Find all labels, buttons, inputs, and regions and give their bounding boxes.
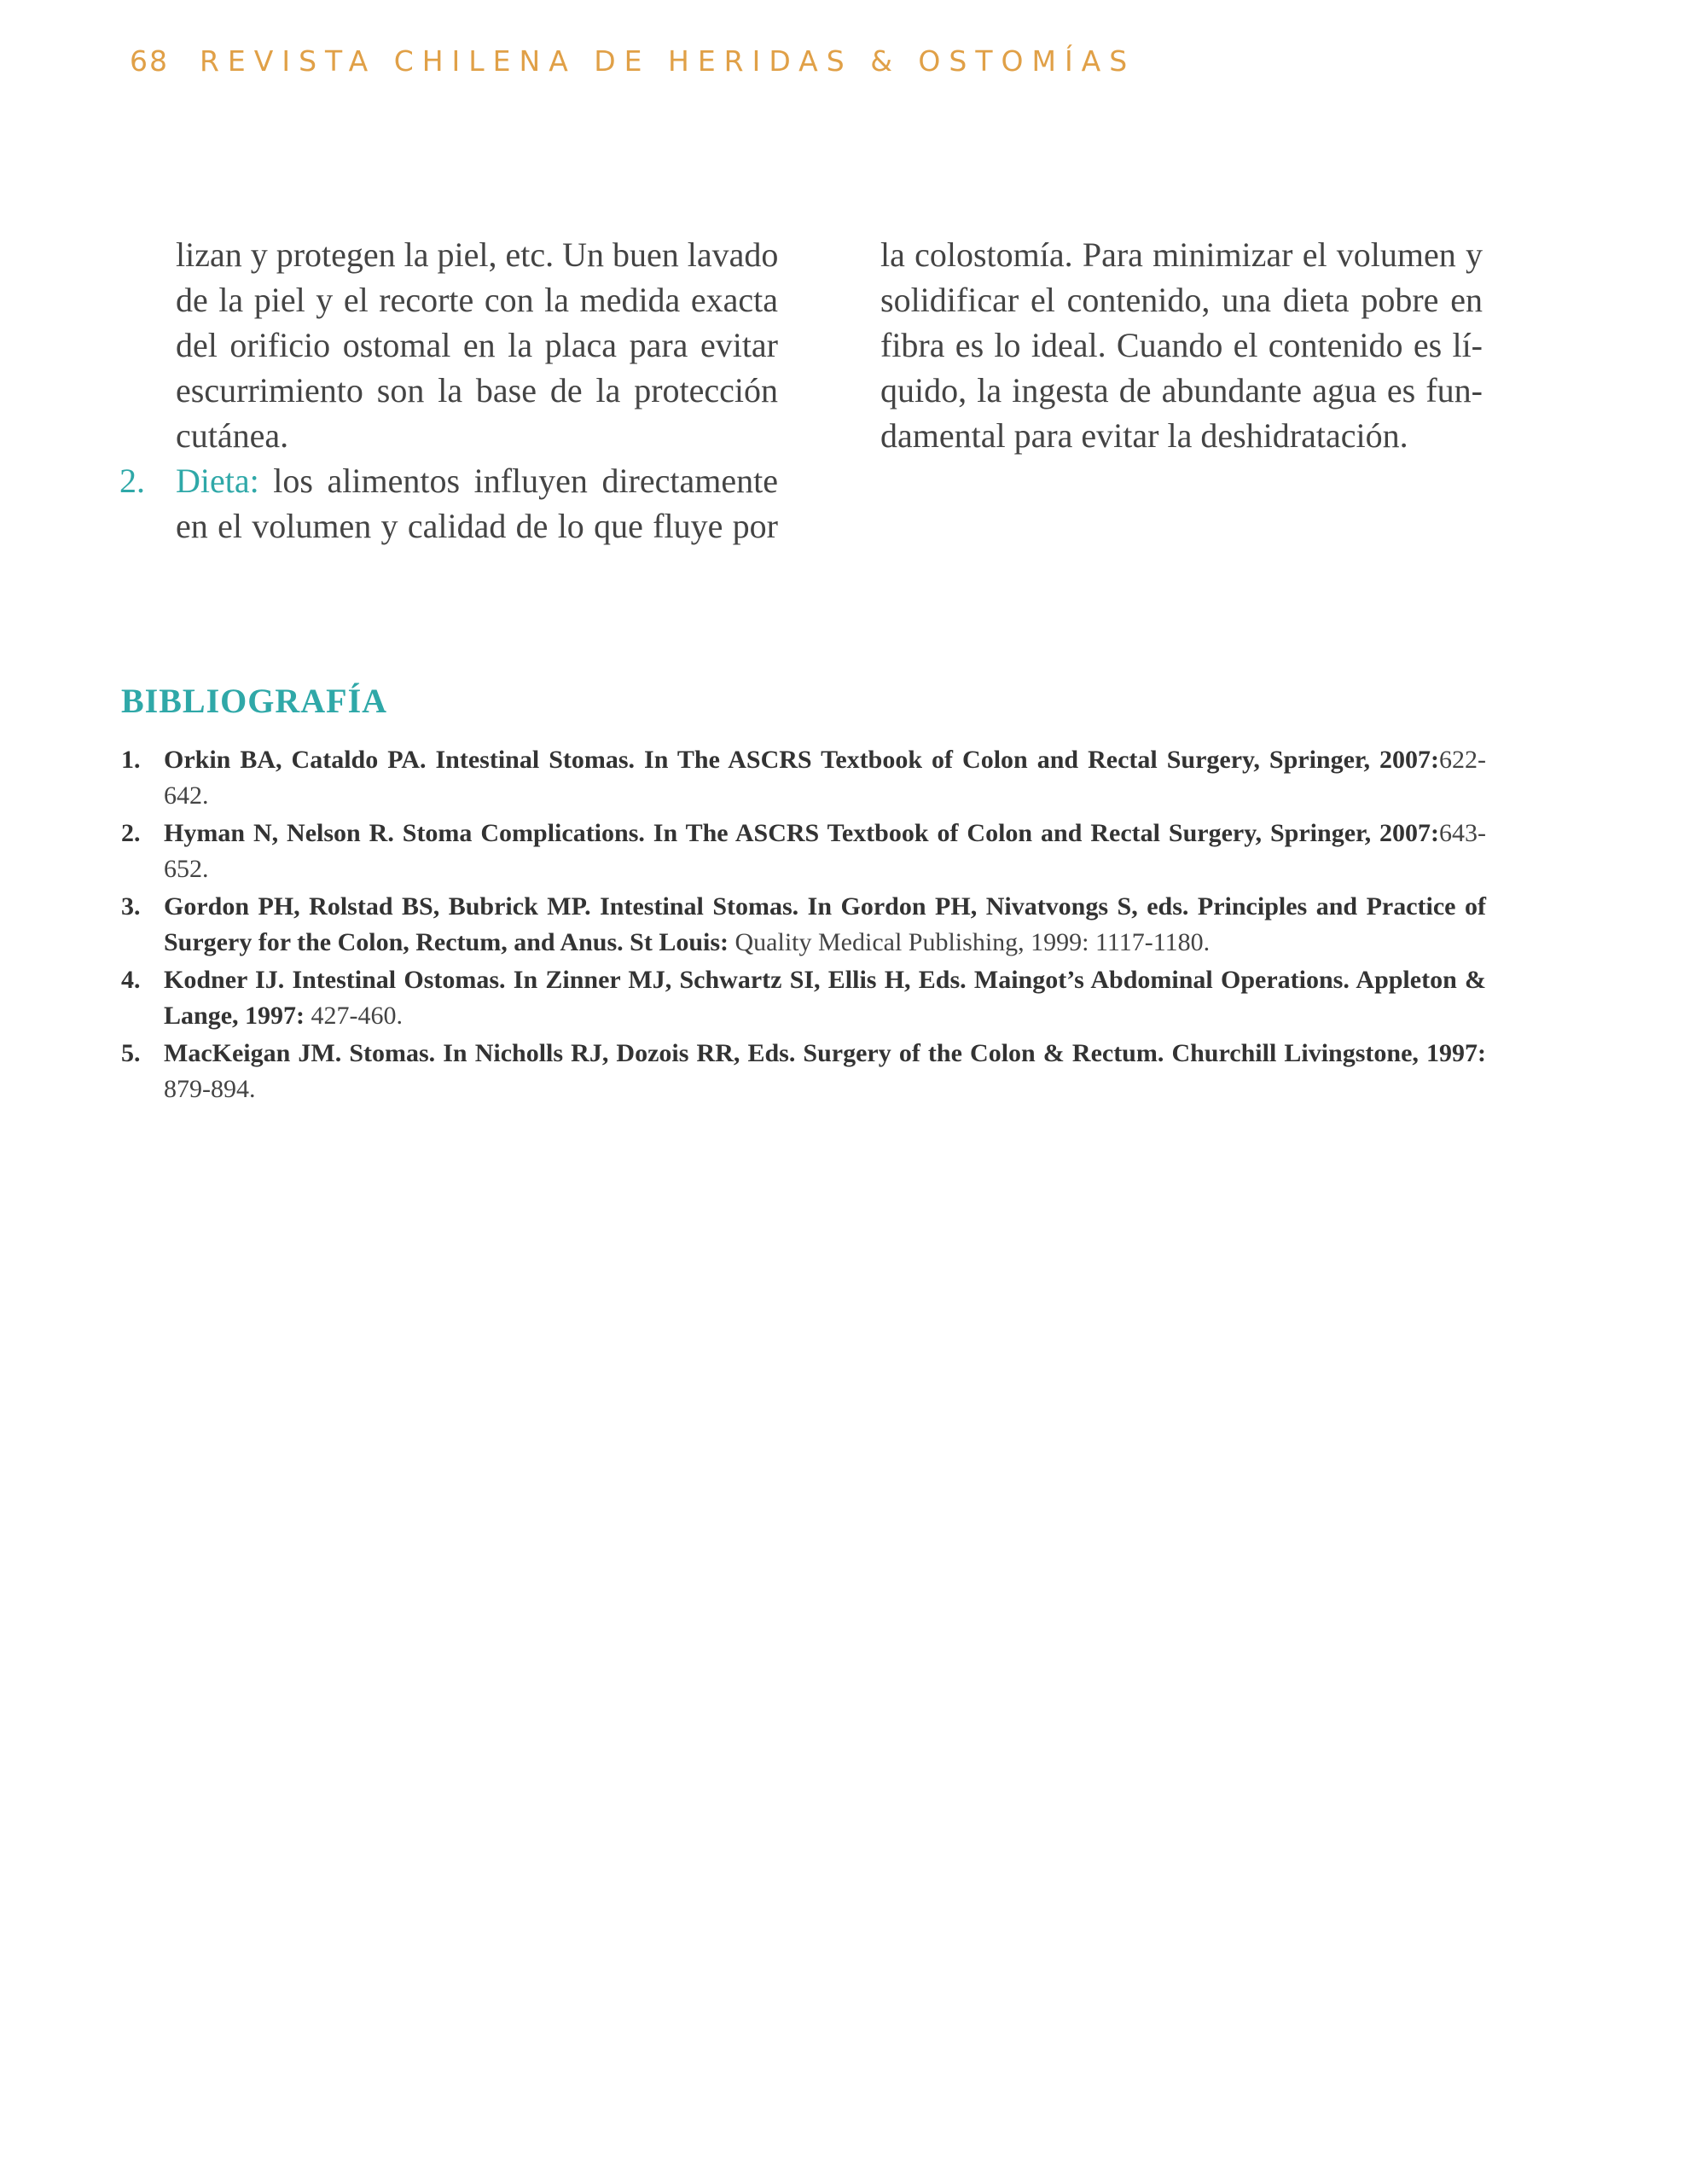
reference-text: 622- xyxy=(1439,746,1486,774)
body-line: fibra es lo ideal. Cuando el contenido es lí- xyxy=(880,326,1483,364)
reference-line xyxy=(164,962,1486,998)
reference-bold-text: Hyman N, Nelson R. Stoma Complications. In The ASCRS Textbook of Colon and Rectal Surgery, Springer, 2007: xyxy=(164,819,1439,847)
reference-line xyxy=(164,742,1486,778)
reference-bold-text: Kodner IJ. Intestinal Ostomas. In Zinner MJ, Schwartz SI, Ellis H, Eds. Maingot’s Abdominal Operations. Appleton & xyxy=(164,966,1486,994)
reference-text: 879-894. xyxy=(164,1075,256,1103)
right-column xyxy=(880,232,1483,458)
reference-line xyxy=(164,851,1486,887)
reference-bold-text: Gordon PH, Rolstad BS, Bubrick MP. Intestinal Stomas. In Gordon PH, Nivatvongs S, eds. Principles and Practice of xyxy=(164,892,1486,921)
reference-bold-text: Lange, 1997: xyxy=(164,1002,305,1030)
body-line: de la piel y el recorte con la medida exacta xyxy=(176,281,778,319)
reference-bold-text: MacKeigan JM. Stomas. In Nicholls RJ, Dozois RR, Eds. Surgery of the Colon & Rectum. Churchill Livingstone, 1997: xyxy=(164,1039,1486,1067)
reference-text: 642. xyxy=(164,781,209,810)
reference-number: 3. xyxy=(121,892,141,921)
body-line: quido, la ingesta de abundante agua es fun- xyxy=(880,371,1483,410)
reference-text: 643- xyxy=(1439,819,1486,847)
reference-number: 2. xyxy=(121,819,141,847)
reference-bold-text: Orkin BA, Cataldo PA. Intestinal Stomas. In The ASCRS Textbook of Colon and Rectal Surgery, Springer, 2007: xyxy=(164,746,1439,774)
bibliography-heading: BIBLIOGRAFÍA xyxy=(121,682,388,720)
list-item-label: Dieta: xyxy=(176,462,259,500)
reference-line xyxy=(164,925,1486,961)
reference-item xyxy=(121,1036,1486,1107)
reference-line xyxy=(164,1036,1486,1072)
body-line: solidificar el contenido, una dieta pobre en xyxy=(880,281,1483,319)
reference-item xyxy=(121,816,1486,887)
body-line: del orificio ostomal en la placa para evitar xyxy=(176,326,778,364)
page-number: 68 xyxy=(130,44,169,78)
reference-bold-text: Surgery for the Colon, Rectum, and Anus. St Louis: xyxy=(164,928,729,956)
body-line: damental para evitar la deshidratación. xyxy=(880,416,1408,455)
list-item-diet xyxy=(119,458,778,503)
body-line: escurrimiento son la base de la protección xyxy=(176,371,778,410)
reference-line xyxy=(164,816,1486,851)
reference-line xyxy=(164,778,1486,814)
body-line: en el volumen y calidad de lo que fluye por xyxy=(176,507,778,545)
reference-item xyxy=(121,962,1486,1034)
reference-number: 5. xyxy=(121,1039,141,1067)
reference-text: 427-460. xyxy=(305,1002,403,1030)
running-head xyxy=(130,44,1135,78)
reference-item xyxy=(121,889,1486,961)
reference-line xyxy=(164,1072,1486,1107)
reference-text: 652. xyxy=(164,855,209,883)
body-line: lizan y protegen la piel, etc. Un buen lavado xyxy=(176,235,779,274)
reference-item xyxy=(121,742,1486,814)
left-column xyxy=(119,232,779,549)
body-line: cutánea. xyxy=(176,416,289,455)
body-line: la colostomía. Para minimizar el volumen y xyxy=(880,235,1483,274)
list-item-text: los alimentos influyen directamente xyxy=(258,462,778,500)
reference-line xyxy=(164,889,1486,925)
reference-text: Quality Medical Publishing, 1999: 1117-1180. xyxy=(729,928,1211,956)
reference-number: 1. xyxy=(121,746,141,774)
journal-title: REVISTA CHILENA DE HERIDAS & OSTOMÍAS xyxy=(200,44,1136,78)
reference-line xyxy=(164,998,1486,1034)
bibliography-list xyxy=(121,742,1486,1109)
list-number: 2. xyxy=(119,462,145,500)
reference-number: 4. xyxy=(121,966,141,994)
